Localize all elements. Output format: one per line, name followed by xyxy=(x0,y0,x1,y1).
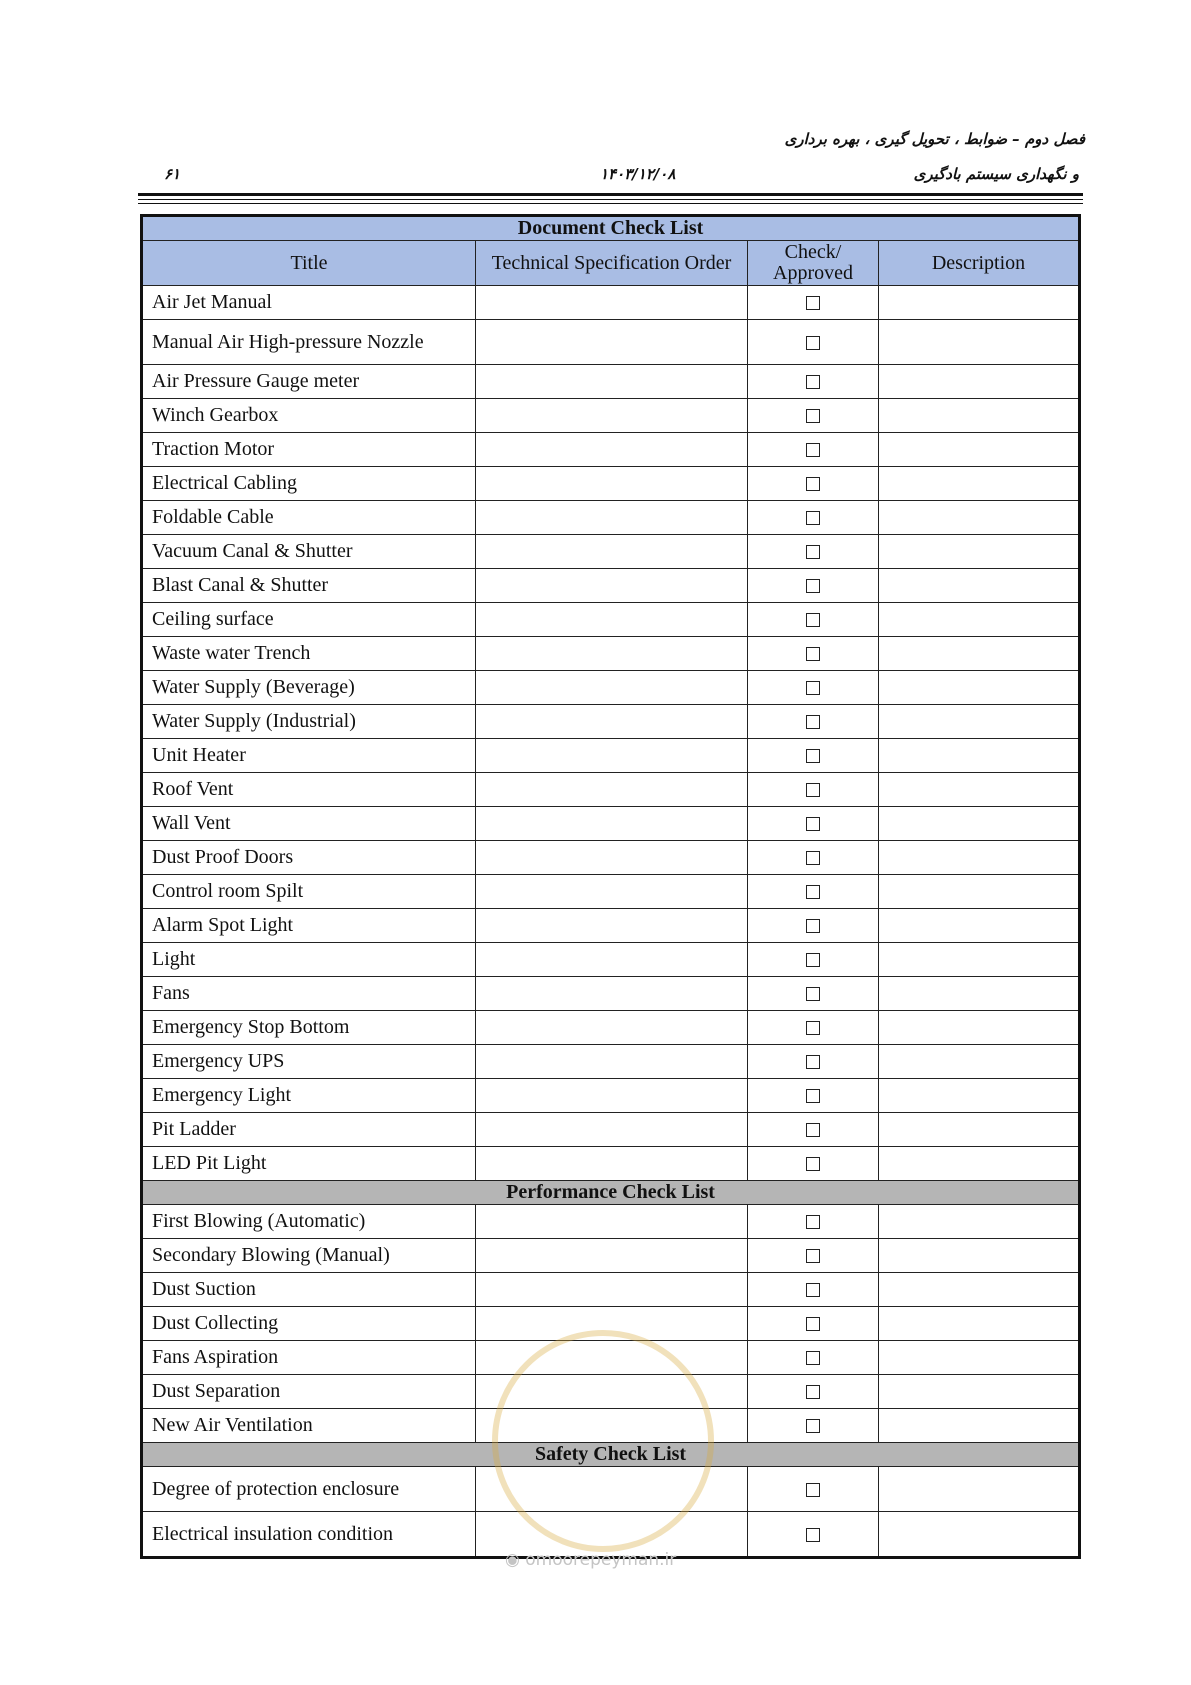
spec-cell[interactable] xyxy=(476,1045,748,1079)
chapter-title-line2: و نگهداری سیستم بادگیری xyxy=(913,165,1079,183)
item-title: Wall Vent xyxy=(142,807,476,841)
check-cell xyxy=(748,807,879,841)
checkbox[interactable] xyxy=(806,919,820,933)
spec-cell[interactable] xyxy=(476,1467,748,1512)
check-cell xyxy=(748,569,879,603)
spec-cell[interactable] xyxy=(476,399,748,433)
item-title: Water Supply (Beverage) xyxy=(142,671,476,705)
check-cell xyxy=(748,841,879,875)
checkbox[interactable] xyxy=(806,336,820,350)
item-title: Dust Separation xyxy=(142,1375,476,1409)
table-row xyxy=(142,1079,1080,1113)
checkbox[interactable] xyxy=(806,545,820,559)
item-title: Unit Heater xyxy=(142,739,476,773)
item-title: Foldable Cable xyxy=(142,501,476,535)
item-title: LED Pit Light xyxy=(142,1147,476,1181)
spec-cell[interactable] xyxy=(476,535,748,569)
checkbox[interactable] xyxy=(806,715,820,729)
section-header-document xyxy=(142,216,1080,241)
section-header-safety xyxy=(142,1443,1080,1467)
description-cell[interactable] xyxy=(879,1045,1080,1079)
item-title: Air Pressure Gauge meter xyxy=(142,365,476,399)
table-row xyxy=(142,1409,1080,1443)
header-rule xyxy=(138,203,1083,204)
check-cell xyxy=(748,1273,879,1307)
spec-cell[interactable] xyxy=(476,320,748,365)
description-cell[interactable] xyxy=(879,1147,1080,1181)
spec-cell[interactable] xyxy=(476,1147,748,1181)
spec-cell[interactable] xyxy=(476,1011,748,1045)
description-cell[interactable] xyxy=(879,501,1080,535)
section-title: Performance Check List xyxy=(142,1181,1080,1205)
table-row xyxy=(142,637,1080,671)
check-cell xyxy=(748,909,879,943)
spec-cell[interactable] xyxy=(476,501,748,535)
table-row xyxy=(142,705,1080,739)
checkbox[interactable] xyxy=(806,953,820,967)
table-row xyxy=(142,1467,1080,1512)
item-title: Emergency Stop Bottom xyxy=(142,1011,476,1045)
table-row xyxy=(142,1341,1080,1375)
table-row xyxy=(142,909,1080,943)
checkbox[interactable] xyxy=(806,511,820,525)
table-row xyxy=(142,365,1080,399)
item-title: Fans Aspiration xyxy=(142,1341,476,1375)
spec-cell[interactable] xyxy=(476,875,748,909)
item-title: Emergency UPS xyxy=(142,1045,476,1079)
description-cell[interactable] xyxy=(879,603,1080,637)
checkbox[interactable] xyxy=(806,409,820,423)
table-row xyxy=(142,320,1080,365)
checkbox[interactable] xyxy=(806,1021,820,1035)
checkbox[interactable] xyxy=(806,1055,820,1069)
spec-cell[interactable] xyxy=(476,1375,748,1409)
check-cell xyxy=(748,1045,879,1079)
item-title: Blast Canal & Shutter xyxy=(142,569,476,603)
table-row xyxy=(142,569,1080,603)
section-header-performance xyxy=(142,1181,1080,1205)
item-title: Fans xyxy=(142,977,476,1011)
table-row xyxy=(142,1011,1080,1045)
checkbox[interactable] xyxy=(806,1528,820,1542)
description-cell[interactable] xyxy=(879,433,1080,467)
description-cell[interactable] xyxy=(879,1113,1080,1147)
table-row xyxy=(142,1113,1080,1147)
checkbox[interactable] xyxy=(806,613,820,627)
check-cell xyxy=(748,705,879,739)
check-cell xyxy=(748,875,879,909)
item-title: Light xyxy=(142,943,476,977)
item-title: Electrical Cabling xyxy=(142,467,476,501)
check-cell xyxy=(748,603,879,637)
checkbox[interactable] xyxy=(806,1351,820,1365)
description-cell[interactable] xyxy=(879,320,1080,365)
item-title: Secondary Blowing (Manual) xyxy=(142,1239,476,1273)
check-cell xyxy=(748,365,879,399)
check-cell xyxy=(748,1079,879,1113)
check-cell xyxy=(748,433,879,467)
spec-cell[interactable] xyxy=(476,1205,748,1239)
checkbox[interactable] xyxy=(806,1215,820,1229)
spec-cell[interactable] xyxy=(476,1307,748,1341)
checkbox[interactable] xyxy=(806,749,820,763)
column-header-row xyxy=(142,241,1080,286)
description-cell[interactable] xyxy=(879,569,1080,603)
page-number: ۶۱ xyxy=(164,165,181,183)
table-row xyxy=(142,807,1080,841)
description-cell[interactable] xyxy=(879,1409,1080,1443)
spec-cell[interactable] xyxy=(476,909,748,943)
checkbox[interactable] xyxy=(806,1249,820,1263)
checkbox[interactable] xyxy=(806,817,820,831)
table-row xyxy=(142,739,1080,773)
table-row xyxy=(142,943,1080,977)
description-cell[interactable] xyxy=(879,365,1080,399)
item-title: Waste water Trench xyxy=(142,637,476,671)
description-cell[interactable] xyxy=(879,1512,1080,1558)
watermark-url: ◉ omoorepeyman.ir xyxy=(505,1550,677,1570)
table-row xyxy=(142,501,1080,535)
checkbox[interactable] xyxy=(806,443,820,457)
description-cell[interactable] xyxy=(879,1079,1080,1113)
description-cell[interactable] xyxy=(879,1239,1080,1273)
check-cell xyxy=(748,1341,879,1375)
checkbox[interactable] xyxy=(806,1157,820,1171)
item-title: Ceiling surface xyxy=(142,603,476,637)
header-date: ۱۴۰۳/۱۲/۰۸ xyxy=(600,165,676,183)
spec-cell[interactable] xyxy=(476,943,748,977)
checkbox[interactable] xyxy=(806,681,820,695)
table-row xyxy=(142,773,1080,807)
check-cell xyxy=(748,1307,879,1341)
description-cell[interactable] xyxy=(879,399,1080,433)
item-title: Manual Air High-pressure Nozzle xyxy=(142,320,476,365)
spec-cell[interactable] xyxy=(476,1273,748,1307)
column-header-spec: Technical Specification Order xyxy=(476,241,748,286)
description-cell[interactable] xyxy=(879,1205,1080,1239)
table-row xyxy=(142,1147,1080,1181)
checkbox[interactable] xyxy=(806,477,820,491)
checkbox[interactable] xyxy=(806,375,820,389)
table-row xyxy=(142,433,1080,467)
spec-cell[interactable] xyxy=(476,433,748,467)
item-title: Roof Vent xyxy=(142,773,476,807)
table-row xyxy=(142,1239,1080,1273)
spec-cell[interactable] xyxy=(476,773,748,807)
description-cell[interactable] xyxy=(879,875,1080,909)
check-cell xyxy=(748,1467,879,1512)
spec-cell[interactable] xyxy=(476,739,748,773)
check-cell xyxy=(748,535,879,569)
header-rule xyxy=(138,199,1083,200)
item-title: Electrical insulation condition xyxy=(142,1512,476,1558)
check-cell xyxy=(748,1375,879,1409)
check-cell xyxy=(748,1011,879,1045)
checkbox[interactable] xyxy=(806,647,820,661)
description-cell[interactable] xyxy=(879,1375,1080,1409)
column-header-title: Title xyxy=(142,241,476,286)
spec-cell[interactable] xyxy=(476,286,748,320)
checkbox[interactable] xyxy=(806,1385,820,1399)
check-cell xyxy=(748,739,879,773)
description-cell[interactable] xyxy=(879,1341,1080,1375)
description-cell[interactable] xyxy=(879,671,1080,705)
spec-cell[interactable] xyxy=(476,807,748,841)
table-row xyxy=(142,875,1080,909)
section-title: Safety Check List xyxy=(142,1443,1080,1467)
table-row xyxy=(142,1273,1080,1307)
item-title: Control room Spilt xyxy=(142,875,476,909)
item-title: Winch Gearbox xyxy=(142,399,476,433)
description-cell[interactable] xyxy=(879,637,1080,671)
spec-cell[interactable] xyxy=(476,603,748,637)
checkbox[interactable] xyxy=(806,579,820,593)
section-title: Document Check List xyxy=(142,216,1080,241)
column-header-check: Check/ Approved xyxy=(748,241,879,286)
checkbox[interactable] xyxy=(806,1317,820,1331)
table-row xyxy=(142,671,1080,705)
spec-cell[interactable] xyxy=(476,671,748,705)
check-cell xyxy=(748,671,879,705)
item-title: Vacuum Canal & Shutter xyxy=(142,535,476,569)
description-cell[interactable] xyxy=(879,1307,1080,1341)
check-cell xyxy=(748,637,879,671)
checkbox[interactable] xyxy=(806,851,820,865)
check-cell xyxy=(748,1113,879,1147)
checkbox[interactable] xyxy=(806,987,820,1001)
checkbox[interactable] xyxy=(806,1483,820,1497)
table-row xyxy=(142,467,1080,501)
checkbox[interactable] xyxy=(806,1283,820,1297)
table-row xyxy=(142,535,1080,569)
item-title: Dust Suction xyxy=(142,1273,476,1307)
description-cell[interactable] xyxy=(879,773,1080,807)
item-title: Water Supply (Industrial) xyxy=(142,705,476,739)
table-row xyxy=(142,603,1080,637)
check-cell xyxy=(748,320,879,365)
checkbox[interactable] xyxy=(806,1419,820,1433)
spec-cell[interactable] xyxy=(476,1079,748,1113)
check-cell xyxy=(748,399,879,433)
description-cell[interactable] xyxy=(879,535,1080,569)
item-title: Emergency Light xyxy=(142,1079,476,1113)
description-cell[interactable] xyxy=(879,909,1080,943)
table-row xyxy=(142,286,1080,320)
check-cell xyxy=(748,501,879,535)
description-cell[interactable] xyxy=(879,943,1080,977)
description-cell[interactable] xyxy=(879,739,1080,773)
spec-cell[interactable] xyxy=(476,467,748,501)
item-title: New Air Ventilation xyxy=(142,1409,476,1443)
checkbox[interactable] xyxy=(806,1089,820,1103)
check-list-table xyxy=(140,214,1081,1559)
item-title: First Blowing (Automatic) xyxy=(142,1205,476,1239)
description-cell[interactable] xyxy=(879,705,1080,739)
check-cell xyxy=(748,977,879,1011)
spec-cell[interactable] xyxy=(476,1113,748,1147)
check-cell xyxy=(748,773,879,807)
spec-cell[interactable] xyxy=(476,841,748,875)
item-title: Dust Proof Doors xyxy=(142,841,476,875)
item-title: Degree of protection enclosure xyxy=(142,1467,476,1512)
checkbox[interactable] xyxy=(806,783,820,797)
table-row xyxy=(142,841,1080,875)
table-row xyxy=(142,399,1080,433)
spec-cell[interactable] xyxy=(476,365,748,399)
chapter-title-line1: فصل دوم – ضوابط ، تحویل گیری ، بهره برداری xyxy=(784,130,1085,148)
spec-cell[interactable] xyxy=(476,569,748,603)
item-title: Pit Ladder xyxy=(142,1113,476,1147)
description-cell[interactable] xyxy=(879,807,1080,841)
checkbox[interactable] xyxy=(806,1123,820,1137)
watermark-url-text: omoorepeyman.ir xyxy=(525,1550,677,1570)
check-cell xyxy=(748,1147,879,1181)
spec-cell[interactable] xyxy=(476,1409,748,1443)
description-cell[interactable] xyxy=(879,1273,1080,1307)
header-rule xyxy=(138,193,1083,196)
description-cell[interactable] xyxy=(879,841,1080,875)
check-cell xyxy=(748,1205,879,1239)
spec-cell[interactable] xyxy=(476,977,748,1011)
table-row xyxy=(142,1045,1080,1079)
check-cell xyxy=(748,467,879,501)
description-cell[interactable] xyxy=(879,1467,1080,1512)
checkbox[interactable] xyxy=(806,885,820,899)
check-cell xyxy=(748,286,879,320)
spec-cell[interactable] xyxy=(476,1239,748,1273)
checkbox[interactable] xyxy=(806,296,820,310)
item-title: Air Jet Manual xyxy=(142,286,476,320)
check-cell xyxy=(748,943,879,977)
check-cell xyxy=(748,1512,879,1558)
item-title: Alarm Spot Light xyxy=(142,909,476,943)
table-row xyxy=(142,1375,1080,1409)
table-row xyxy=(142,1307,1080,1341)
table-row xyxy=(142,1205,1080,1239)
item-title: Dust Collecting xyxy=(142,1307,476,1341)
table-row xyxy=(142,977,1080,1011)
description-cell[interactable] xyxy=(879,286,1080,320)
description-cell[interactable] xyxy=(879,1011,1080,1045)
item-title: Traction Motor xyxy=(142,433,476,467)
description-cell[interactable] xyxy=(879,467,1080,501)
description-cell[interactable] xyxy=(879,977,1080,1011)
spec-cell[interactable] xyxy=(476,705,748,739)
spec-cell[interactable] xyxy=(476,1341,748,1375)
check-cell xyxy=(748,1239,879,1273)
check-cell xyxy=(748,1409,879,1443)
column-header-description: Description xyxy=(879,241,1080,286)
spec-cell[interactable] xyxy=(476,637,748,671)
